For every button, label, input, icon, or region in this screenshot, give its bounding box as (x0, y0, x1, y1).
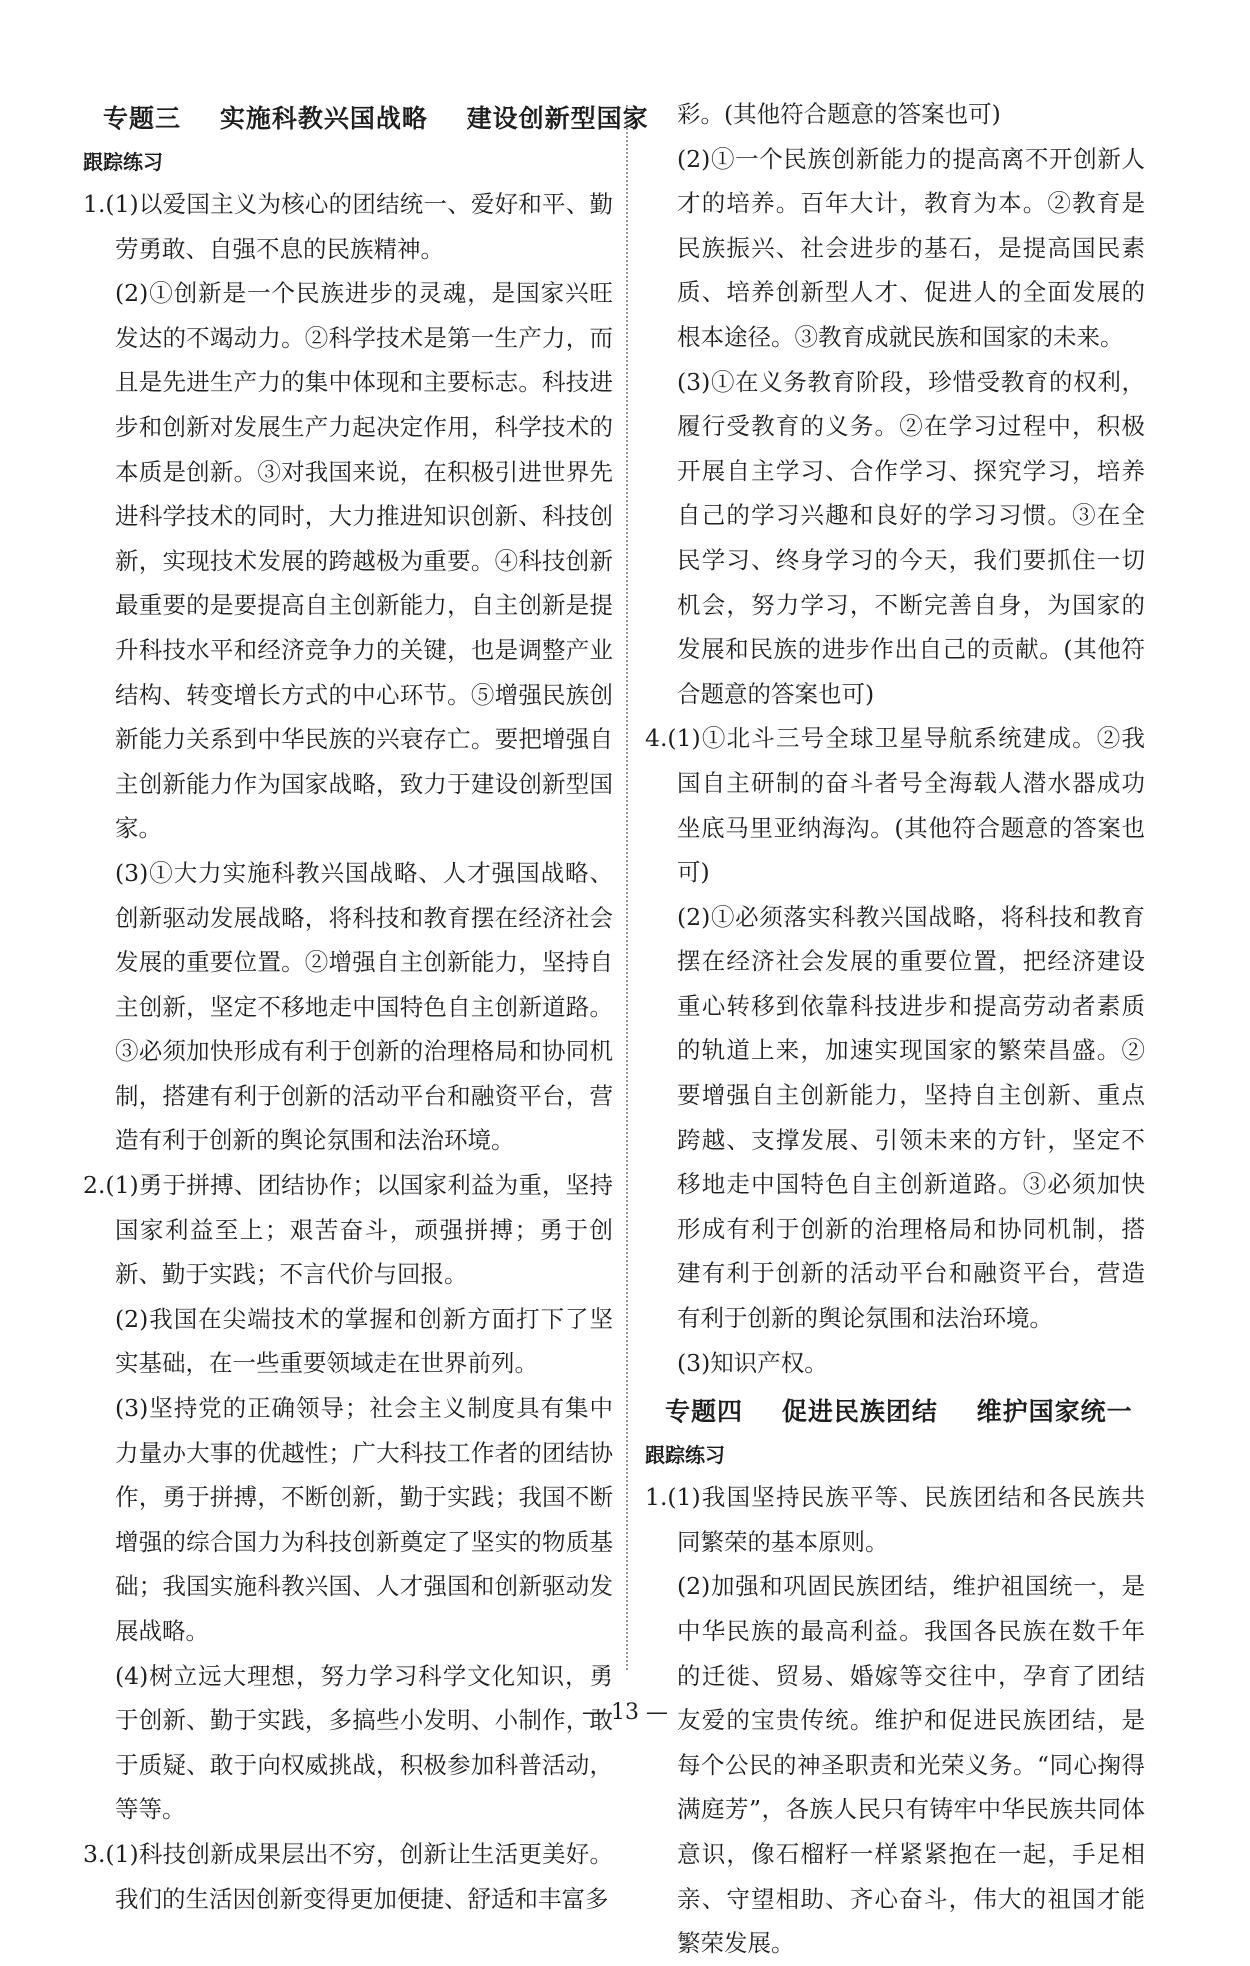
right-column (645, 92, 1145, 1966)
section-label: 跟踪练习 (645, 1443, 725, 1468)
answer-paragraph: (2)①必须落实科教兴国战略，将科技和教育摆在经济社会发展的重要位置，把经济建设重心转移到依靠科技进步和提高劳动者素质的轨道上来，加速实现国家的繁荣昌盛。②要增强自主创新能力，坚持自主创新、重点跨越、支撑发展、引领未来的方针，坚定不移地走中国特色自主创新道路。③必须加快形成有利于创新的治理格局和协同机制，搭建有利于创新的活动平台和融资平台，营造有利于创新的舆论氛围和法治环境。 (677, 902, 1145, 1333)
section-heading-4: 专题四 促进民族团结 维护国家统一 (665, 1397, 1133, 1427)
answer-paragraph: 1.(1)我国坚持民族平等、民族团结和各民族共同繁荣的基本原则。 (645, 1483, 1145, 1556)
section-label: 跟踪练习 (83, 150, 163, 174)
column-divider (626, 105, 628, 1670)
answer-paragraph: (4)树立远大理想，努力学习科学文化知识，勇于创新、勤于实践，多搞些小发明、小制作，敢于质疑、敢于向权威挑战，积极参加科普活动，等等。 (115, 1661, 613, 1824)
answer-paragraph: (2)①一个民族创新能力的提高离不开创新人才的培养。百年大计，教育为本。②教育是民族振兴、社会进步的基石，是提高国民素质、培养创新型人才、促进人的全面发展的根本途径。③教育成就民族和国家的未来。 (677, 144, 1145, 351)
answer-paragraph: (2)①创新是一个民族进步的灵魂，是国家兴旺发达的不竭动力。②科学技术是第一生产力，而且是先进生产力的集中体现和主要标志。科技进步和创新对发展生产力起决定作用，科学技术的本质是创新。③对我国来说，在积极引进世界先进科学技术的同时，大力推进知识创新、科技创新，实现技术发展的跨越极为重要。④科技创新最重要的是要提高自主创新能力，自主创新是提升科技水平和经济竞争力的关键，也是调整产业结构、转变增长方式的中心环节。⑤增强民族创新能力关系到中华民族的兴衰存亡。要把增强自主创新能力作为国家战略，致力于建设创新型国家。 (115, 279, 613, 843)
answer-paragraph: (2)我国在尖端技术的掌握和创新方面打下了坚实基础，在一些重要领域走在世界前列。 (115, 1304, 613, 1378)
answer-paragraph: 1.(1)以爱国主义为核心的团结统一、爱好和平、勤劳勇敢、自强不息的民族精神。 (83, 190, 613, 263)
page-number: — 13 — (582, 1700, 668, 1725)
section-heading-3: 专题三 实施科教兴国战略 建设创新型国家 (103, 104, 649, 133)
answer-paragraph: (3)①在义务教育阶段，珍惜受教育的权利，履行受教育的义务。②在学习过程中，积极开展自主学习、合作学习、探究学习，培养自己的学习兴趣和良好的学习习惯。③在全民学习、终身学习的今天，我们要抓住一切机会，努力学习，不断完善自身，为国家的发展和民族的进步作出自己的贡献。(其他符合题意的答案也可) (677, 367, 1145, 708)
answer-paragraph: (3)知识产权。 (677, 1348, 828, 1377)
answer-paragraph: 4.(1)①北斗三号全球卫星导航系统建成。②我国自主研制的奋斗者号全海载人潜水器成功坐底马里亚纳海沟。(其他符合题意的答案也可) (645, 724, 1145, 887)
answer-paragraph: 彩。(其他符合题意的答案也可) (677, 100, 1001, 128)
answer-paragraph: (2)加强和巩固民族团结，维护祖国统一，是中华民族的最高利益。我国各民族在数千年的迁徙、贸易、婚嫁等交往中，孕育了团结友爱的宝贵传统。维护和促进民族团结，是每个公民的神圣职责和光荣义务。“同心掬得满庭芳”，各族人民只有铸牢中华民族共同体意识，像石榴籽一样紧紧抱在一起，手足相亲、守望相助、齐心奋斗，伟大的祖国才能繁荣发展。 (677, 1572, 1145, 1958)
answer-paragraph: (3)坚持党的正确领导；社会主义制度具有集中力量办大事的优越性；广大科技工作者的团结协作，勇于拼搏，不断创新，勤于实践；我国不断增强的综合国力为科技创新奠定了坚实的物质基础；我国实施科教兴国、人才强国和创新驱动发展战略。 (115, 1394, 613, 1645)
answer-paragraph: 2.(1)勇于拼搏、团结协作；以国家利益为重，坚持国家利益至上；艰苦奋斗，顽强拼搏；勇于创新、勤于实践；不言代价与回报。 (83, 1171, 613, 1289)
answer-paragraph: 3.(1)科技创新成果层出不穷，创新让生活更美好。我们的生活因创新变得更加便捷、舒适和丰富多 (83, 1839, 613, 1913)
answer-paragraph: (3)①大力实施科教兴国战略、人才强国战略、创新驱动发展战略，将科技和教育摆在经济社会发展的重要位置。②增强自主创新能力，坚持自主创新，坚定不移地走中国特色自主创新道路。③必须加快形成有利于创新的治理格局和协同机制，搭建有利于创新的活动平台和融资平台，营造有利于创新的舆论氛围和法治环境。 (115, 858, 613, 1155)
